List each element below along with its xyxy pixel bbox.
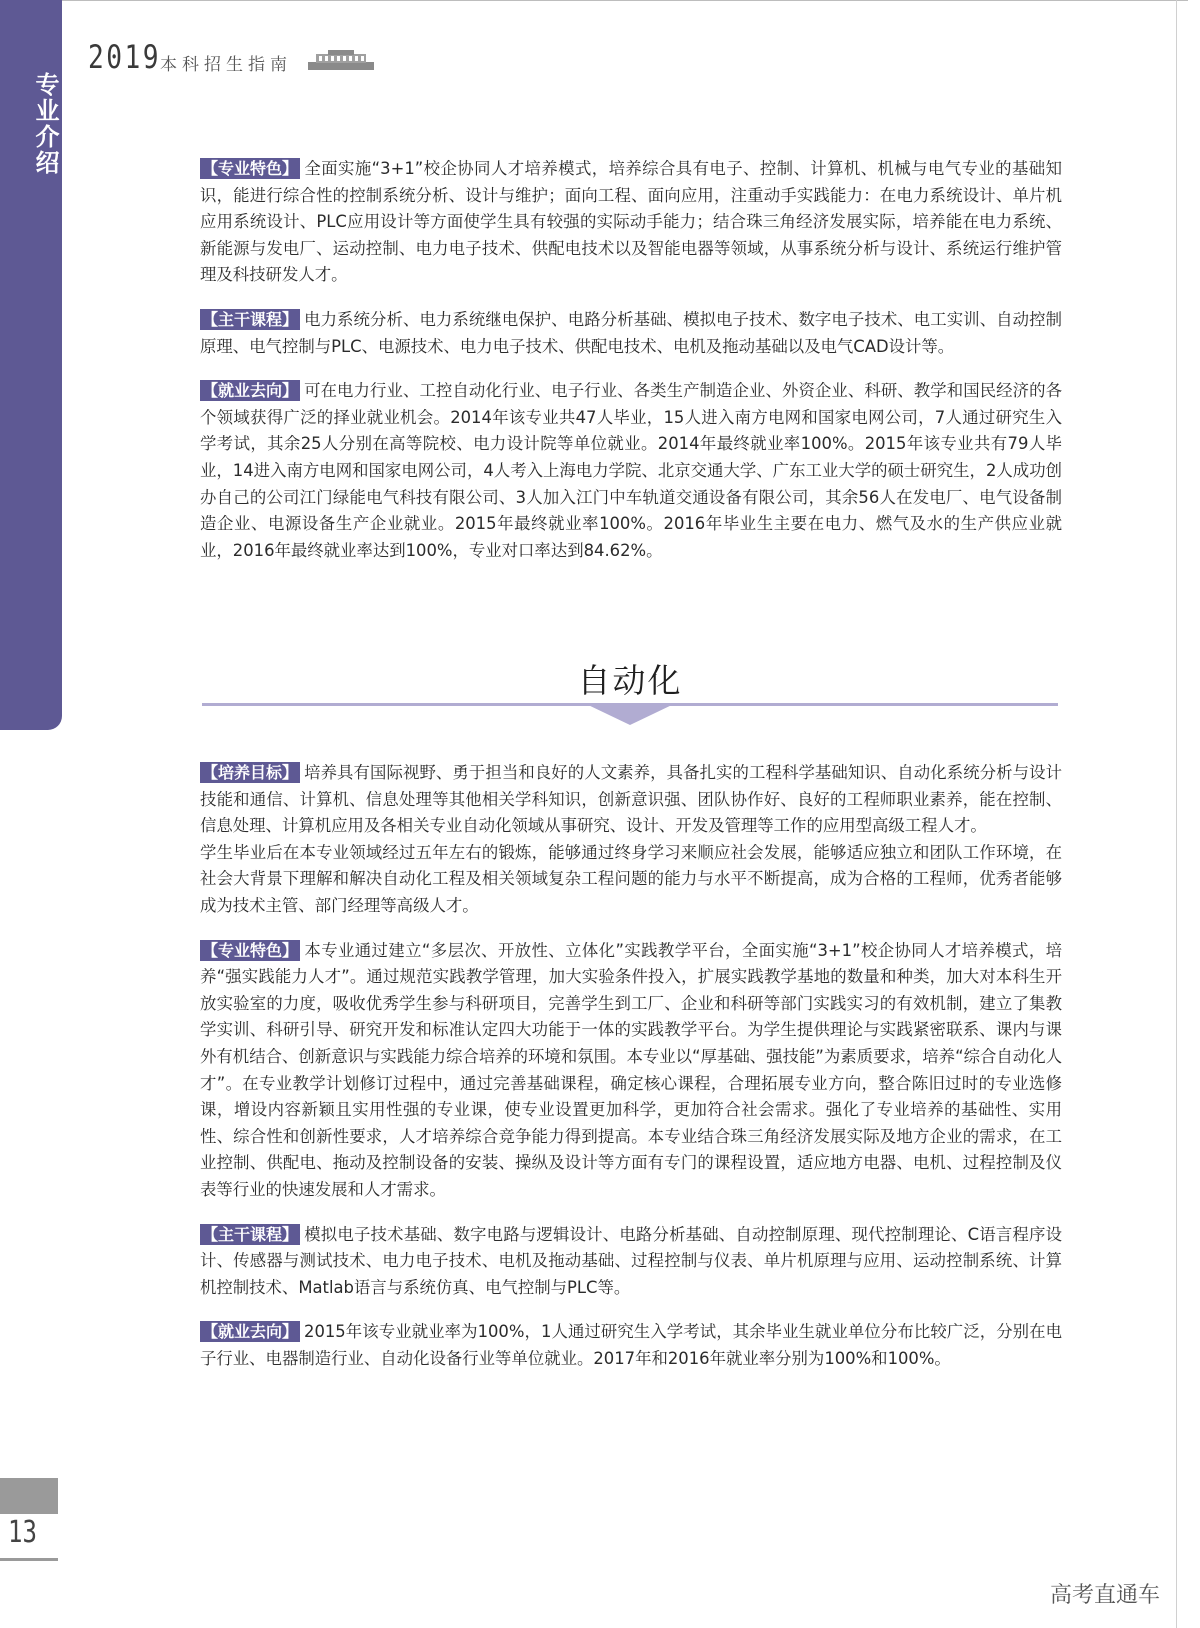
right-border-line [1176, 0, 1177, 1628]
feature-text: 全面实施“3+1”校企协同人才培养模式，培养综合具有电子、控制、计算机、机械与电气专业的基础知识，能进行综合性的控制系统分析、设计与维护；面向工程、面向应用，注重动手实践能力：在电力系统设计、单片机应用系统设计、PLC应用设计等方面使学生具有较强的实际动手能力；结合珠三角经济发展实际，培养能在电力系统、新能源与发电厂、运动控制、电力电子技术、供配电技术以及智能电器等领域，从事系统分析与设计、系统运行维护管理及科技研发人才。 [200, 159, 1062, 285]
feature-label: 【专业特色】 [202, 159, 299, 178]
feature-text: 本专业通过建立“多层次、开放性、立体化”实践教学平台，全面实施“3+1”校企协同人才培养模式，培养“强实践能力人才”。通过规范实践教学管理，加大实验条件投入，扩展实践教学基地的数量和种类，加大对本科生开放实验室的力度，吸收优秀学生参与科研项目，完善学生到工厂、企业和科研等部门实践实习的有效机制，建立了集教学实训、科研引导、研究开发和标准认定四大功能于一体的实践教学平台。为学生提供理论与实践紧密联系、课内与课外有机结合、创新意识与实践能力综合培养的环境和氛围。本专业以“厚基础、强技能”为素质要求，培养“综合自动化人才”。在专业教学计划修订过程中，通过完善基础课程，确定核心课程，合理拓展专业方向，整合陈旧过时的专业选修课，增设内容新颖且实用性强的专业课，使专业设置更加科学，更加符合社会需求。强化了专业培养的基础性、实用性、综合性和创新性要求，人才培养综合竞争能力得到提高。本专业结合珠三角经济发展实际及地方企业的需求，在工业控制、供配电、拖动及控制设备的安装、操纵及设计等方面有专门的课程设置，适应地方电器、电机、过程控制及仪表等行业的快速发展和人才需求。 [200, 940, 1062, 1199]
watermark-text: 高考直通车 [1050, 1583, 1161, 1608]
page-number-underline [0, 1558, 58, 1561]
courses-label: 【主干课程】 [202, 309, 299, 329]
side-section-tab [0, 0, 62, 730]
employment-label: 【就业去向】 [202, 381, 299, 401]
goal-paragraph-2: 学生毕业后在本专业领域经过五年左右的锻炼，能够通过终身学习来顺应社会发展，能够适应独立和团队工作环境，在社会大背景下理解和解决自动化工程及相关领域复杂工程问题的能力与水平不断提高，成为合格的工程师，优秀者能够成为技术主管、部门经理等高级人才。 [200, 842, 1062, 915]
courses-paragraph [200, 307, 1062, 360]
building-icon [306, 48, 376, 72]
courses-paragraph [200, 1222, 1062, 1302]
section-title: 自动化 [577, 661, 683, 700]
courses-label: 【主干课程】 [202, 1224, 299, 1244]
divider-arrow-icon [584, 703, 676, 725]
section-heading [200, 655, 1060, 725]
feature-paragraph [200, 938, 1062, 1204]
goal-label: 【培养目标】 [202, 763, 299, 782]
courses-text: 模拟电子技术基础、数字电路与逻辑设计、电路分析基础、自动控制原理、现代控制理论、C语言程序设计、传感器与测试技术、电力电子技术、电机及拖动基础、过程控制与仪表、单片机原理与应用、运动控制系统、计算机控制技术、Matlab语言与系统仿真、电气控制与PLC等。 [200, 1224, 1062, 1297]
side-tab-label: 专业介绍 [31, 72, 59, 176]
header-title: 本科招生指南 [160, 55, 292, 75]
section-electrical [200, 156, 1062, 582]
employment-paragraph [200, 1319, 1062, 1372]
courses-text: 电力系统分析、电力系统继电保护、电路分析基础、模拟电子技术、数字电子技术、电工实训、自动控制原理、电气控制与PLC、电源技术、电力电子技术、供配电技术、电机及拖动基础以及电气CAD设计等。 [200, 309, 1062, 356]
employment-text: 2015年该专业就业率为100%，1人通过研究生入学考试，其余毕业生就业单位分布比较广泛，分别在电子行业、电器制造行业、自动化设备行业等单位就业。2017年和2016年就业率分别为100%和100%。 [200, 1322, 1062, 1368]
top-border-line [60, 0, 1188, 7]
section-automation [200, 760, 1062, 1390]
page-number-box [0, 1478, 58, 1514]
feature-paragraph [200, 156, 1062, 289]
page-number: 13 [8, 1515, 37, 1550]
header-year: 2019 [88, 38, 162, 76]
goal-text: 培养具有国际视野、勇于担当和良好的人文素养，具备扎实的工程科学基础知识、自动化系统分析与设计技能和通信、计算机、信息处理等其他相关学科知识，创新意识强、团队协作好、良好的工程师职业素养，能在控制、信息处理、计算机应用及各相关专业自动化领域从事研究、设计、开发及管理等工作的应用型高级工程人才。 [200, 763, 1062, 836]
employment-text: 可在电力行业、工控自动化行业、电子行业、各类生产制造企业、外资企业、科研、教学和国民经济的各个领域获得广泛的择业就业机会。2014年该专业共47人毕业，15人进入南方电网和国家电网公司，7人通过研究生入学考试，其余25人分别在高等院校、电力设计院等单位就业。2014年最终就业率100%。2015年该专业共有79人毕业，14进入南方电网和国家电网公司，4人考入上海电力学院、北京交通大学、广东工业大学的硕士研究生，2人成功创办自己的公司江门绿能电气科技有限公司、3人加入江门中车轨道交通设备有限公司，其余56人在发电厂、电气设备制造企业、电源设备生产企业就业。2015年最终就业率100%。2016年毕业生主要在电力、燃气及水的生产供应业就业，2016年最终就业率达到100%，专业对口率达到84.62%。 [200, 381, 1062, 560]
employment-label: 【就业去向】 [202, 1322, 299, 1342]
goal-paragraph [200, 760, 1062, 840]
feature-label: 【专业特色】 [202, 940, 299, 960]
employment-paragraph [200, 378, 1062, 564]
